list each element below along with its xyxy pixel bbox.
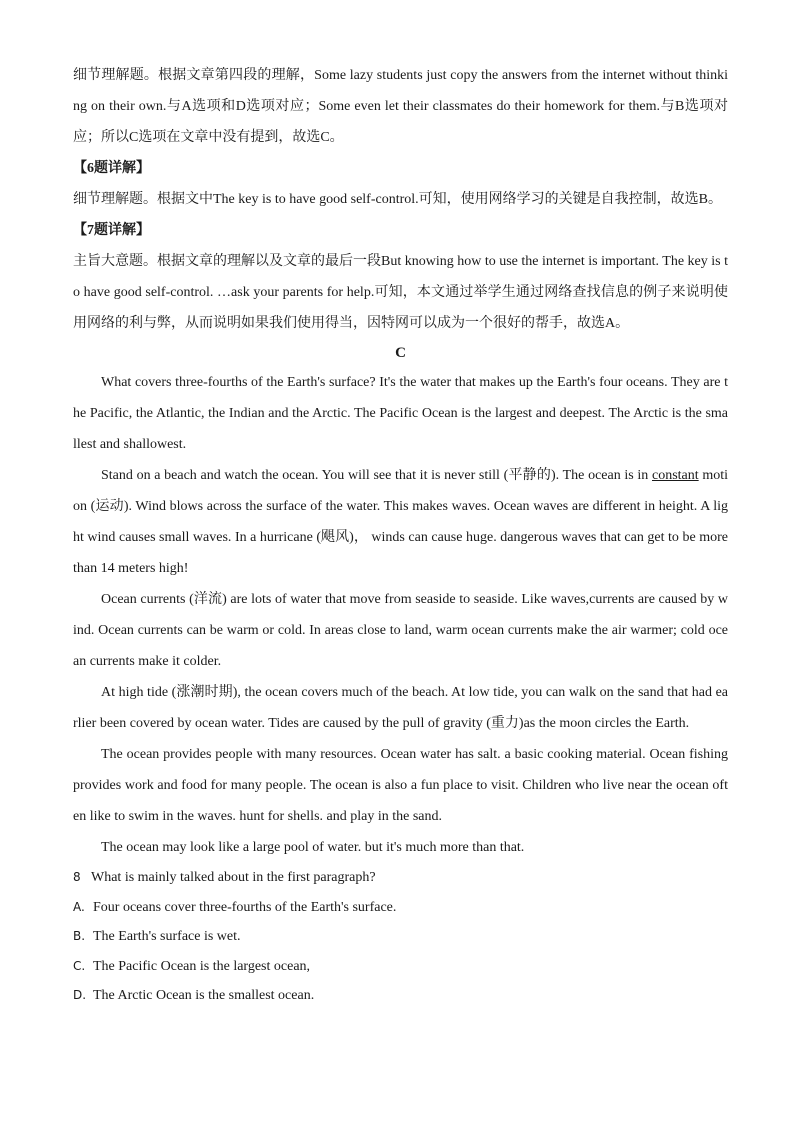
passage-paragraph-3: Ocean currents (洋流) are lots of water that move from seaside to seaside. Like waves,currents are caused by wind. Ocean currents can be warm or cold. In areas close to land, warm ocean currents make the air warmer; cold ocean currents make it colder. [73, 592, 728, 669]
option-c[interactable] [73, 952, 728, 982]
question-8 [73, 863, 728, 893]
option-text: The Pacific Ocean is the largest ocean, [93, 958, 311, 974]
q7-explanation: 主旨大意题。根据文章的理解以及文章的最后一段But knowing how to use the internet is important. The key is to have good self-control. …ask your parents for help.可知，本文通过举学生通过网络查找信息的例子来说明使用网络的利与弊，从而说明如果我们使用得当，因特网可以成为一个很好的帮手，故选A。 [73, 254, 728, 331]
question-text: What is mainly talked about in the first paragraph? [91, 870, 376, 885]
option-letter: A. [73, 899, 85, 914]
option-letter: D. [73, 988, 87, 1002]
option-letter: C. [73, 958, 86, 973]
passage-paragraph-4: At high tide (涨潮时期), the ocean covers much of the beach. At low tide, you can walk on the sand that had earlier been covered by ocean water. Tides are caused by the pull of gravity (重力)as the moon circles the Earth. [73, 685, 728, 731]
option-a[interactable] [73, 893, 728, 923]
para2-text-before: Stand on a beach and watch the ocean. You will see that it is never still (平静的). The ocean is in [101, 468, 652, 483]
q6-explanation: 细节理解题。根据文中The key is to have good self-control.可知，使用网络学习的关键是自我控制，故选B。 [73, 192, 723, 207]
option-text: Four oceans cover three-fourths of the Earth's surface. [93, 899, 397, 915]
document-page [73, 60, 728, 1011]
underlined-word: constant [652, 468, 699, 483]
para2-text-after: motion (运动). Wind blows across the surface of the water. This makes waves. Ocean waves are different in height. A light wind causes small waves. In a hurricane (飓风)， winds can cause huge. dangerous waves that can get to be more than 14 meters high! [73, 468, 729, 576]
option-letter: B. [73, 929, 86, 943]
section-title: C [395, 345, 406, 361]
option-b[interactable] [73, 922, 728, 952]
passage-paragraph-1: What covers three-fourths of the Earth's surface? It's the water that makes up the Earth's four oceans. They are the Pacific, the Atlantic, the Indian and the Arctic. The Pacific Ocean is the largest and deepest. The Arctic is the smallest and shallowest. [73, 375, 728, 452]
passage-paragraph-2 [73, 460, 728, 584]
q5-explanation: 细节理解题。根据文章第四段的理解，Some lazy students just copy the answers from the internet without thinking on their own.与A选项和D选项对应；Some even let their classmates do their homework for them.与B选项对应；所以C选项在文章中没有提到，故选C。 [73, 68, 728, 145]
option-text: The Earth's surface is wet. [93, 929, 241, 944]
option-text: The Arctic Ocean is the smallest ocean. [93, 988, 315, 1003]
question-number: 8 [73, 870, 81, 884]
q7-header: 【7题详解】 [73, 223, 150, 238]
passage-paragraph-5: The ocean provides people with many resources. Ocean water has salt. a basic cooking material. Ocean fishing provides work and food for many people. The ocean is also a fun place to visit. Children who live near the ocean often like to swim in the waves. hunt for shells. and play in the sand. [73, 747, 728, 824]
option-d[interactable] [73, 981, 728, 1011]
q6-header: 【6题详解】 [73, 161, 150, 176]
passage-paragraph-6: The ocean may look like a large pool of water. but it's much more than that. [101, 840, 525, 855]
